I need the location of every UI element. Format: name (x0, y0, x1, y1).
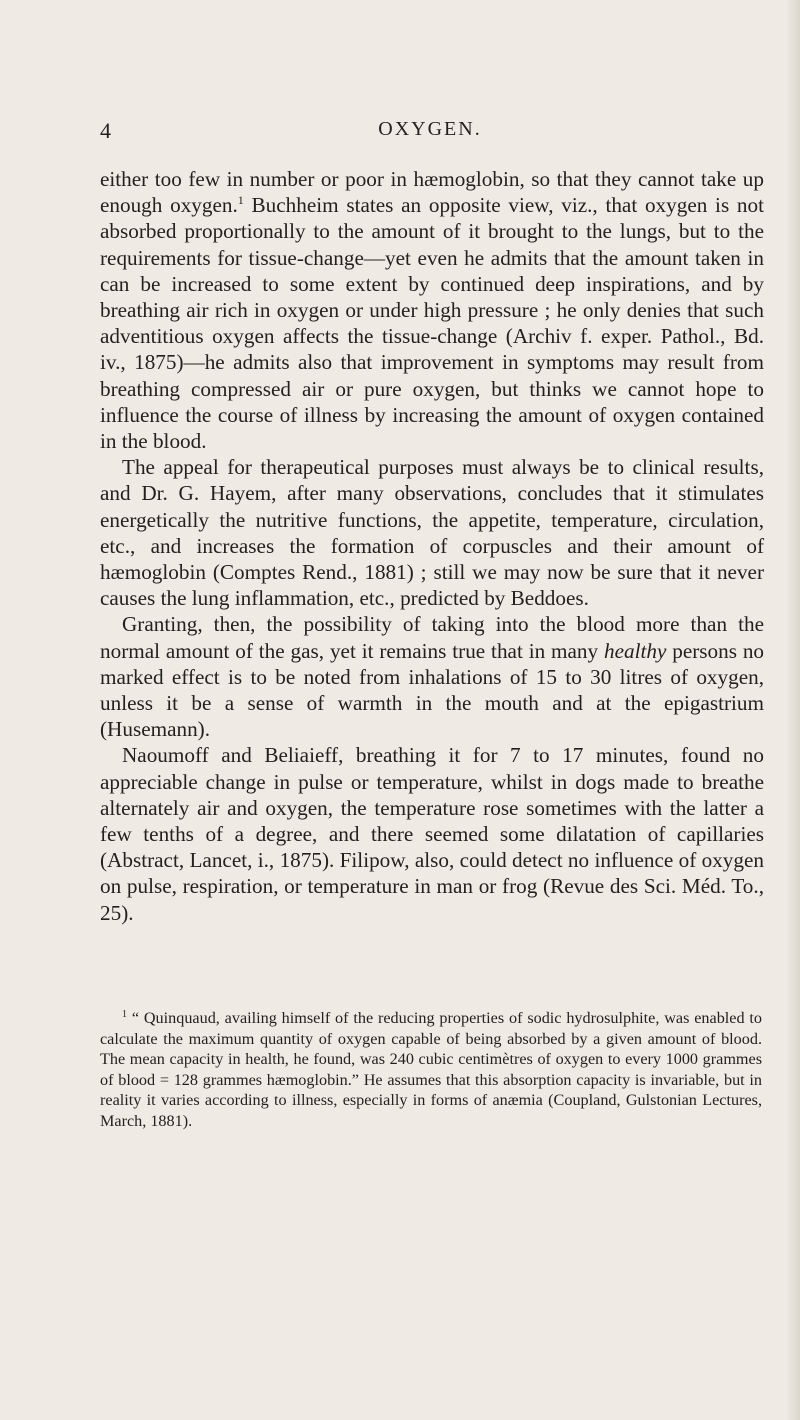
page-header (100, 118, 760, 148)
paragraph-1-text-a: either too few in number or poor in hæmoglobin, so that they cannot take up enough oxygen. (100, 167, 764, 218)
paragraph-1-text-b: Buchheim states an opposite view, viz., that oxygen is not absorbed proportionally to the amount of it brought to the lungs, but to the requirements for tissue-change—yet even he admits that the amount taken in can be increased to some extent by continued deep inspirations, and by breathing air rich in oxygen or under high pressure ; he only denies that such adventitious oxygen affects the tissue-change (Archiv f. exper. Pathol., Bd. iv., 1875)—he admits also that improvement in symptoms may result from breathing compressed air or pure oxygen, but thinks we cannot hope to influence the course of illness by increasing the amount of oxygen contained in the blood. (100, 193, 764, 454)
paragraph-1 (100, 166, 764, 454)
page-number: 4 (100, 118, 112, 143)
paragraph-4: Naoumoff and Beliaieff, breathing it for 7 to 17 minutes, found no appreciable change in pulse or temperature, whilst in dogs made to breathe alternately air and oxygen, the temperature rose sometimes with the latter a few tenths of a degree, and there seemed some dilatation of capillaries (Abstract, Lancet, i., 1875). Filipow, also, could detect no influence of oxygen on pulse, respiration, or temperature in man or frog (Revue des Sci. Méd. To., 25). (100, 743, 764, 925)
body-text (100, 166, 764, 926)
footnote-text: “ Quinquaud, availing himself of the reducing properties of sodic hydrosulphite, was enabled to calculate the maximum quantity of oxygen capable of being absorbed by a given amount of blood. The mean capacity in health, he found, was 240 cubic centimètres of oxygen to every 1000 grammes of blood = 128 grammes hæmoglobin.” He assumes that this absorption capacity is invariable, but in reality it varies according to illness, especially in forms of anæmia (Coupland, Gulstonian Lectures, March, 1881). (100, 1009, 762, 1130)
footnote-reference: 1 (237, 193, 244, 208)
paragraph-2: The appeal for therapeutical purposes must always be to clinical results, and Dr. G. Hayem, after many observations, concludes that it stimulates energetically the nutritive functions, the appetite, temperature, circulation, etc., and increases the formation of corpuscles and their amount of hæmoglobin (Comptes Rend., 1881) ; still we may now be sure that it never causes the lung inflammation, etc., predicted by Beddoes. (100, 455, 764, 611)
footnote-marker: 1 (122, 1009, 127, 1020)
running-title: OXYGEN. (378, 118, 482, 140)
paragraph-3-text-b: persons no marked effect is to be noted from inhalations of 15 to 30 litres of oxygen, unless it be a sense of warmth in the mouth and at the epigastrium (Husemann). (100, 638, 765, 742)
footnote (100, 1008, 762, 1132)
paragraph-3 (100, 611, 764, 742)
paragraph-3-text-a: Granting, then, the possibility of taking into the blood more than the normal amount of the gas, yet it remains true that in many (100, 612, 764, 663)
page-edge-shadow (786, 0, 800, 1420)
paragraph-3-emphasis: healthy (603, 638, 667, 663)
